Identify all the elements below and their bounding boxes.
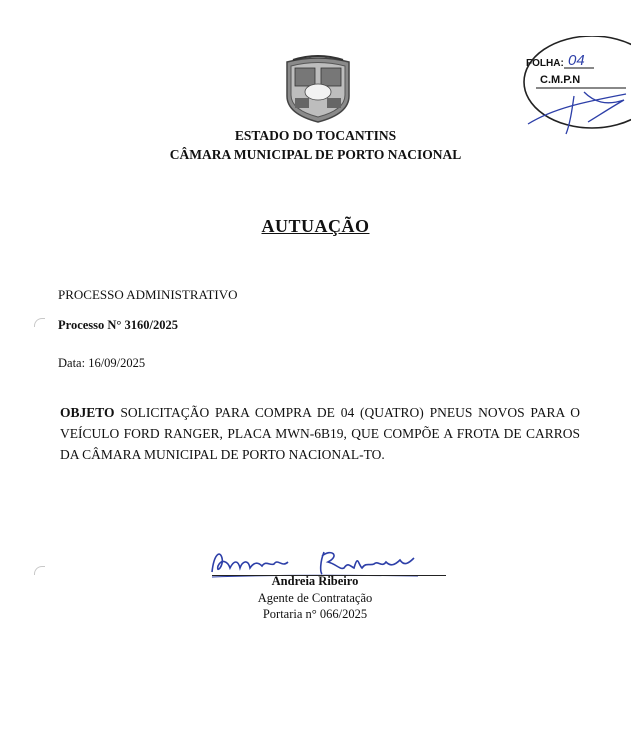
process-type-label: PROCESSO ADMINISTRATIVO xyxy=(58,287,238,302)
stamp-folha-number: 04 xyxy=(568,52,585,69)
stamp-org: C.M.P.N xyxy=(540,74,581,86)
process-number: Processo N° 3160/2025 xyxy=(58,318,179,332)
scan-mark xyxy=(34,318,45,327)
stamp-folha-label: FOLHA: xyxy=(526,58,564,69)
folha-stamp xyxy=(514,36,631,136)
svg-text:FOLHA: xyxy=(526,58,564,69)
page-title: AUTUAÇÃO xyxy=(261,216,370,236)
svg-text:C.M.P.N xyxy=(540,74,580,86)
signatory-portaria: Portaria n° 066/2025 xyxy=(262,607,368,621)
objeto-text: SOLICITAÇÃO PARA COMPRA DE 04 (QUATRO) PNEUS NOVOS PARA O VEÍCULO FORD RANGER, PLACA MWN-6B19, QUE COMPÕE A FROTA DE CARROS DA CÂMARA MUNICIPAL DE PORTO NACIONAL-TO. xyxy=(60,405,580,462)
process-date: Data: 16/09/2025 xyxy=(58,356,146,370)
svg-text:04 xyxy=(568,52,585,69)
header-state: ESTADO DO TOCANTINS xyxy=(234,128,397,143)
header-chamber: CÂMARA MUNICIPAL DE PORTO NACIONAL xyxy=(169,147,462,162)
municipal-crest-icon xyxy=(281,52,355,124)
signatory-name: Andreia Ribeiro xyxy=(271,574,359,588)
scan-mark xyxy=(34,566,45,575)
objeto-paragraph xyxy=(60,402,580,465)
objeto-label: OBJETO xyxy=(60,405,115,420)
signatory-role: Agente de Contratação xyxy=(257,591,373,605)
